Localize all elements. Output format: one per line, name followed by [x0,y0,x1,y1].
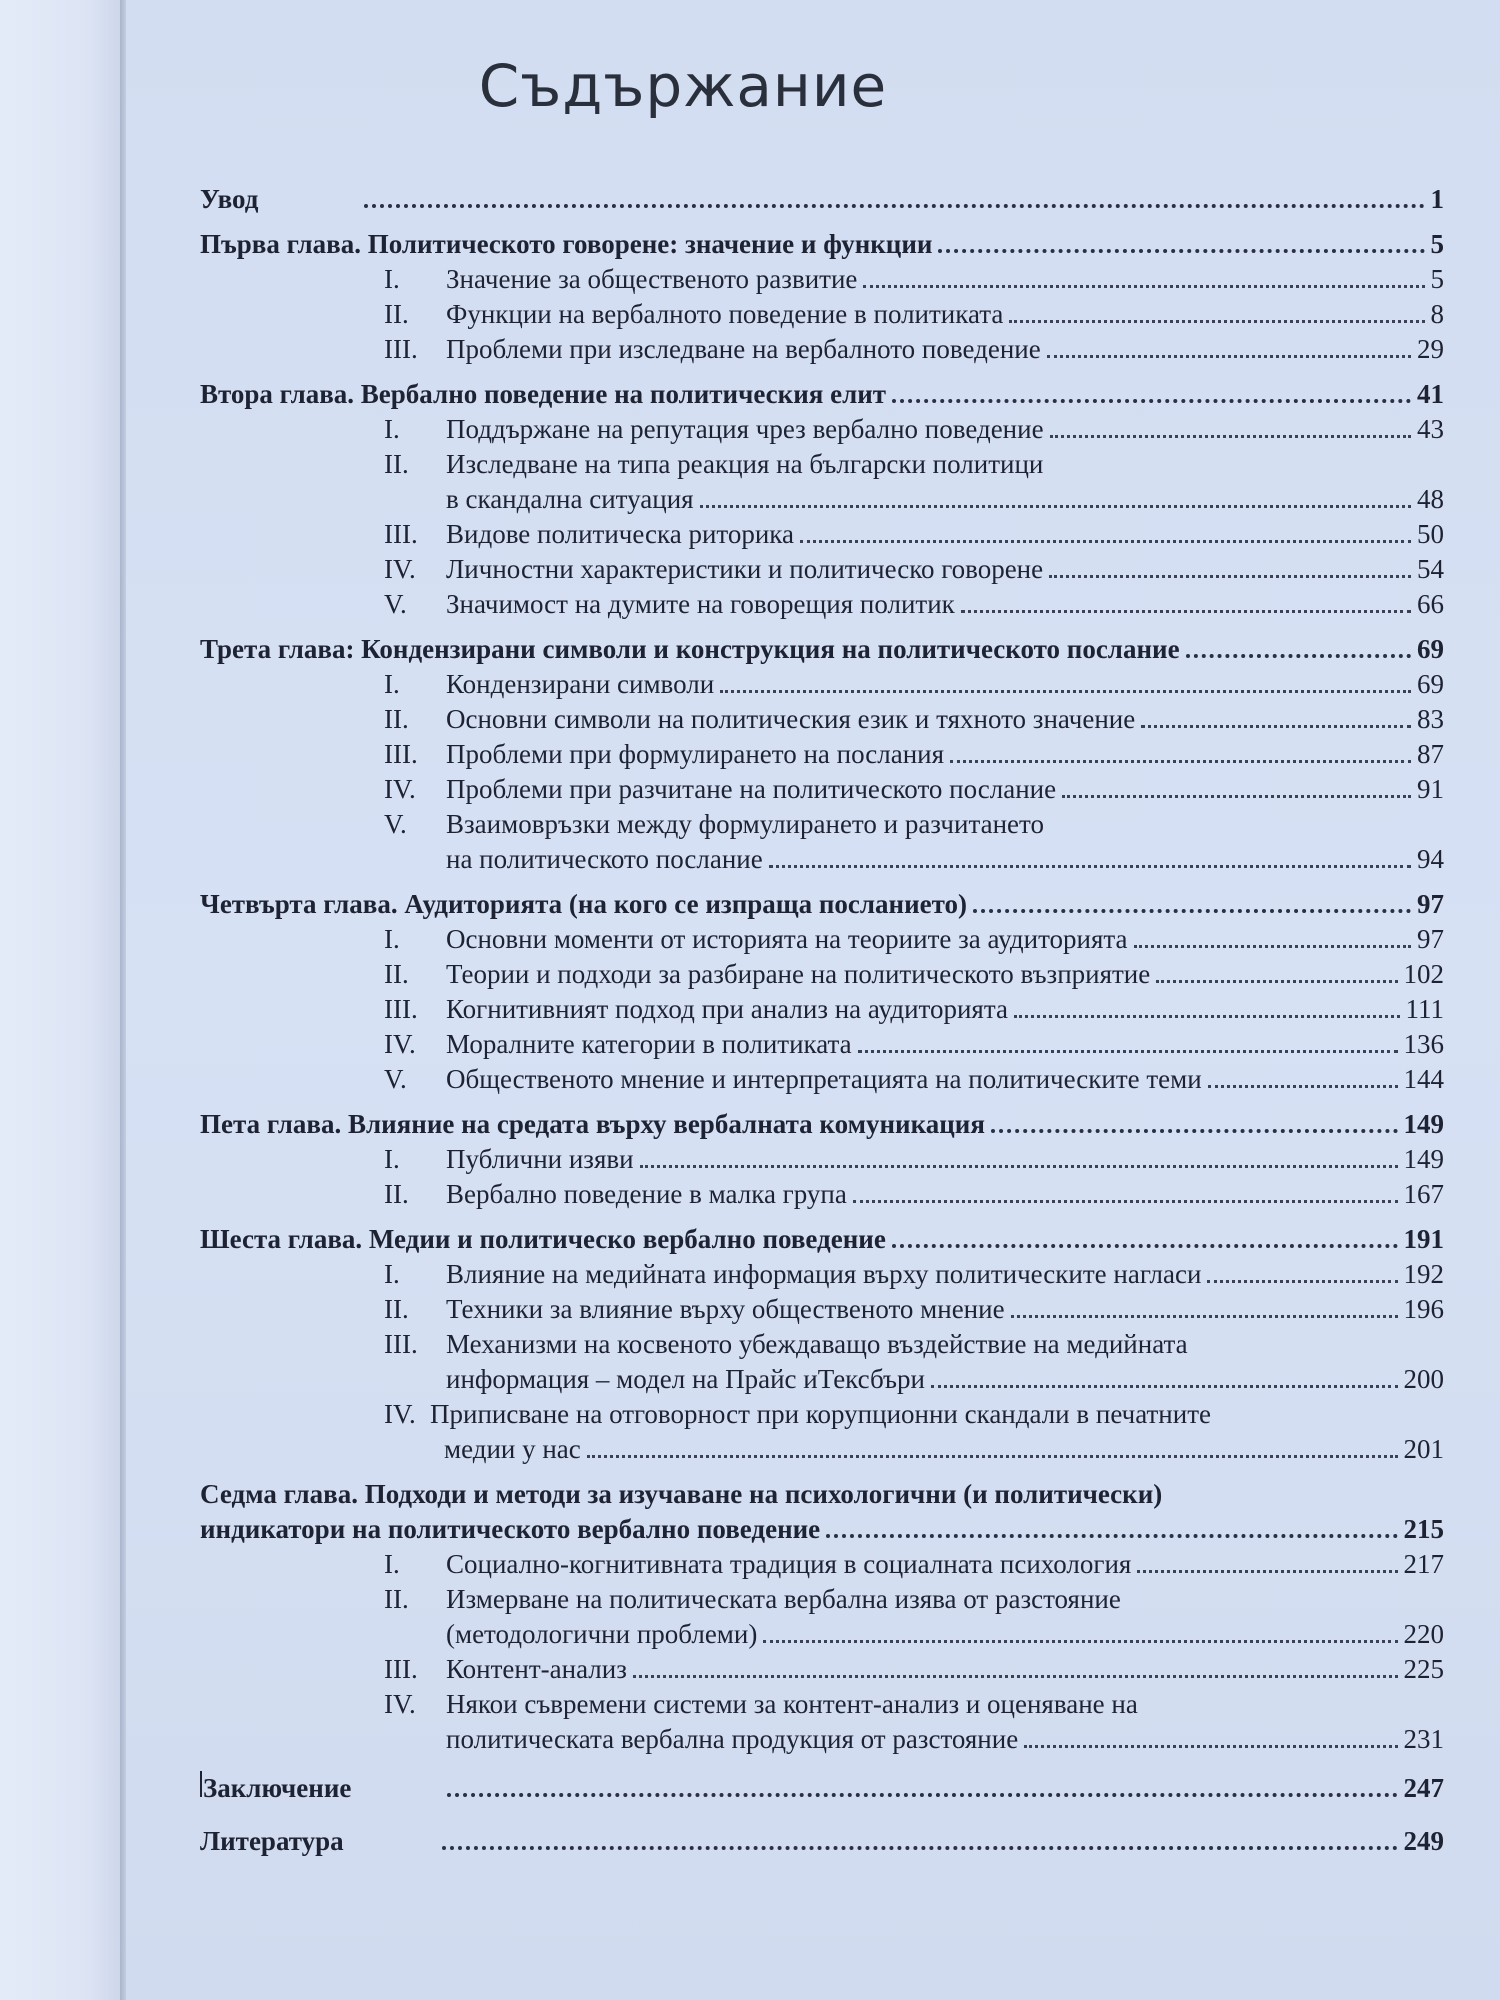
toc-section[interactable] [200,1062,1444,1097]
section-numeral: I. [384,924,400,954]
toc-section[interactable] [200,552,1444,587]
section-title-line2: в скандална ситуация [446,484,694,514]
section-title: Изследване на типа реакция на български политици [446,449,1044,479]
entry-label: Шеста глава. Медии и политическо вербално поведение [200,1224,886,1254]
section-numeral: III. [384,1654,418,1684]
section-numeral: IV. [384,1399,416,1429]
section-title: Общественото мнение и интерпретацията на политическите теми [446,1064,1202,1094]
dot-leader [1024,1745,1397,1748]
page-number: 5 [1430,229,1444,259]
toc-section-continuation[interactable] [200,1617,1444,1652]
section-numeral: III. [384,739,418,769]
dot-leader [1137,1570,1397,1573]
dot-leader [633,1675,1398,1678]
page-number: 102 [1403,959,1444,989]
section-numeral: IV. [384,554,416,584]
toc-entry-intro[interactable] [200,182,1444,217]
section-title: Проблеми при разчитане на политическото послание [446,774,1057,804]
section-title: Механизми на косвеното убеждаващо въздействие на медийната [446,1329,1188,1359]
dot-leader [1134,945,1411,948]
entry-label-line2: индикатори на политическото вербално поведение [200,1514,821,1544]
section-numeral: V. [384,589,407,619]
toc-section[interactable] [200,517,1444,552]
page-number: 97 [1417,889,1444,919]
section-numeral: II. [384,959,409,989]
section-title: Публични изяви [446,1144,634,1174]
toc-section[interactable] [200,1142,1444,1177]
dot-leader [1049,575,1411,578]
dot-leader [1186,654,1411,658]
dot-leader [1062,795,1411,798]
page-number: 94 [1417,844,1444,874]
toc-section[interactable] [200,1652,1444,1687]
section-title: Приписване на отговорност при корупционни скандали в печатните [430,1399,1211,1429]
section-numeral: IV. [384,1689,416,1719]
section-numeral: III. [384,334,418,364]
section-title: Видове политическа риторика [446,519,794,549]
page-title: Съдържание [478,52,888,120]
dot-leader [447,1793,1397,1797]
page-number: 43 [1417,414,1444,444]
page-number: 217 [1403,1549,1444,1579]
dot-leader [892,1244,1398,1248]
toc-page [126,0,1500,2000]
toc-section[interactable] [200,1397,1444,1432]
toc-section[interactable] [200,1582,1444,1617]
entry-label: Увод [200,184,259,214]
page-number: 220 [1403,1619,1444,1649]
section-title: Някои съвремени системи за контент-анализ и оценяване на [446,1689,1138,1719]
section-title: Моралните категории в политиката [446,1029,852,1059]
toc-section[interactable] [200,737,1444,772]
dot-leader [991,1129,1398,1133]
toc-entry-chapter-7[interactable] [200,1477,1444,1512]
section-title-line2: (методологични проблеми) [446,1619,758,1649]
section-title-line2: политическата вербална продукция от разстояние [446,1724,1019,1754]
section-title: Когнитивният подход при анализ на аудиторията [446,994,1008,1024]
section-title: Контент-анализ [446,1654,627,1684]
page-number: 83 [1417,704,1444,734]
dot-leader [769,865,1411,868]
dot-leader [931,1385,1398,1388]
toc-section[interactable] [200,1327,1444,1362]
dot-leader [1009,320,1424,323]
dot-leader [973,909,1411,913]
section-numeral: II. [384,1179,409,1209]
toc-entry-chapter-2[interactable] [200,377,1444,412]
toc-section[interactable] [200,587,1444,622]
page-number: 97 [1417,924,1444,954]
section-title: Теории и подходи за разбиране на политическото възприятие [446,959,1151,989]
page-number: 249 [1403,1826,1444,1856]
toc-section[interactable] [200,297,1444,332]
dot-leader [800,540,1411,543]
toc-section[interactable] [200,1257,1444,1292]
toc-section[interactable] [200,992,1444,1027]
toc-entry-conclusion[interactable] [200,1771,1444,1806]
section-numeral: II. [384,704,409,734]
entry-label: Първа глава. Политическото говорене: значение и функции [200,229,933,259]
section-numeral: II. [384,449,409,479]
margin-mark [200,1771,202,1797]
toc-section[interactable] [200,1687,1444,1722]
dot-leader [1141,725,1411,728]
toc-section[interactable] [200,922,1444,957]
section-title: Проблеми при изследване на вербалното поведение [446,334,1041,364]
section-numeral: IV. [384,1029,416,1059]
section-numeral: III. [384,519,418,549]
toc-section[interactable] [200,262,1444,297]
toc-section[interactable] [200,957,1444,992]
page-number: 167 [1403,1179,1444,1209]
page-number: 50 [1417,519,1444,549]
dot-leader [720,690,1411,693]
dot-leader [1011,1315,1398,1318]
dot-leader [892,399,1411,403]
page-number: 215 [1403,1514,1444,1544]
toc-entry-references[interactable] [200,1824,1444,1859]
page-number: 69 [1417,669,1444,699]
entry-label: Четвърта глава. Аудиторията (на кого се изпраща посланието) [200,889,968,919]
entry-label: Литература [200,1826,344,1856]
toc-section[interactable] [200,447,1444,482]
page-number: 54 [1417,554,1444,584]
page-number: 91 [1417,774,1444,804]
page-number: 144 [1403,1064,1444,1094]
toc-section[interactable] [200,807,1444,842]
section-title: Основни моменти от историята на теориите за аудиторията [446,924,1128,954]
entry-label: Седма глава. Подходи и методи за изучаване на психологични (и политически) [200,1479,1163,1509]
section-title: Значение за общественото развитие [446,264,858,294]
section-numeral: III. [384,1329,418,1359]
toc-section[interactable] [200,702,1444,737]
table-of-contents [200,182,1444,1859]
page-number: 87 [1417,739,1444,769]
toc-section[interactable] [200,772,1444,807]
page-number: 196 [1403,1294,1444,1324]
dot-leader [826,1534,1397,1538]
section-numeral: I. [384,1259,400,1289]
dot-leader [1208,1085,1398,1088]
section-numeral: V. [384,809,407,839]
toc-section-continuation[interactable] [200,842,1444,877]
section-title: Значимост на думите на говорещия политик [446,589,955,619]
section-title-line2: информация – модел на Прайс иТексбъри [446,1364,925,1394]
section-title: Основни символи на политическия език и тяхното значение [446,704,1136,734]
page-number: 5 [1430,264,1444,294]
section-numeral: I. [384,669,400,699]
dot-leader [763,1640,1397,1643]
section-numeral: IV. [384,774,416,804]
section-numeral: V. [384,1064,407,1094]
toc-section[interactable] [200,1292,1444,1327]
toc-section[interactable] [200,1177,1444,1212]
section-title-line2: на политическото послание [446,844,763,874]
page-number: 29 [1417,334,1444,364]
dot-leader [1014,1015,1400,1018]
page-number: 201 [1403,1434,1444,1464]
section-title: Функции на вербалното поведение в политиката [446,299,1004,329]
section-title-line2: медии у нас [444,1434,581,1464]
page-number: 1 [1430,184,1444,214]
entry-label: Пета глава. Влияние на средата върху вербалната комуникация [200,1109,985,1139]
section-title: Измерване на политическата вербална изява от разстояние [446,1584,1121,1614]
section-numeral: II. [384,1584,409,1614]
entry-label: Втора глава. Вербално поведение на политическия елит [200,379,887,409]
dot-leader [853,1200,1398,1203]
page-number: 191 [1403,1224,1444,1254]
page-number: 66 [1417,589,1444,619]
section-numeral: II. [384,1294,409,1324]
section-title: Личностни характеристики и политическо говорене [446,554,1044,584]
toc-entry-chapter-6[interactable] [200,1222,1444,1257]
dot-leader [1050,435,1411,438]
section-title: Поддържане на репутация чрез вербално поведение [446,414,1044,444]
toc-section-continuation[interactable] [200,1722,1444,1757]
page-number: 149 [1403,1144,1444,1174]
toc-section-continuation[interactable] [200,1432,1444,1467]
page-number: 192 [1403,1259,1444,1289]
toc-section[interactable] [200,332,1444,367]
section-numeral: I. [384,1549,400,1579]
section-title: Вербално поведение в малка група [446,1179,847,1209]
section-title: Социално-когнитивната традиция в социалната психология [446,1549,1132,1579]
dot-leader [640,1165,1398,1168]
section-numeral: I. [384,264,400,294]
dot-leader [364,204,1424,208]
dot-leader [1047,355,1411,358]
entry-label: Трета глава: Кондензирани символи и конструкция на политическото послание [200,634,1180,664]
dot-leader [938,249,1424,253]
dot-leader [587,1455,1398,1458]
page-number: 200 [1403,1364,1444,1394]
section-title: Техники за влияние върху общественото мнение [446,1294,1005,1324]
dot-leader [700,505,1411,508]
section-numeral: III. [384,994,418,1024]
toc-entry-chapter-7-continuation[interactable] [200,1512,1444,1547]
page-number: 225 [1403,1654,1444,1684]
page-number: 149 [1403,1109,1444,1139]
toc-section[interactable] [200,1027,1444,1062]
dot-leader [858,1050,1398,1053]
section-numeral: I. [384,414,400,444]
toc-entry-chapter-3[interactable] [200,632,1444,667]
page-number: 231 [1403,1724,1444,1754]
page-number: 41 [1417,379,1444,409]
dot-leader [950,760,1411,763]
entry-label: Заключение [203,1773,352,1803]
toc-entry-chapter-1[interactable] [200,227,1444,262]
page-number: 247 [1403,1773,1444,1803]
dot-leader [863,285,1424,288]
page-number: 48 [1417,484,1444,514]
section-title: Проблеми при формулирането на послания [446,739,945,769]
dot-leader [961,610,1411,613]
toc-section[interactable] [200,412,1444,447]
toc-entry-chapter-5[interactable] [200,1107,1444,1142]
page-number: 111 [1405,994,1444,1024]
section-numeral: I. [384,1144,400,1174]
dot-leader [1156,980,1397,983]
page-number: 136 [1403,1029,1444,1059]
toc-section-continuation[interactable] [200,482,1444,517]
section-title: Взаимовръзки между формулирането и разчитането [446,809,1044,839]
page-number: 69 [1417,634,1444,664]
page-number: 8 [1430,299,1444,329]
dot-leader [1207,1280,1397,1283]
dot-leader [442,1846,1398,1850]
section-title: Влияние на медийната информация върху политическите нагласи [446,1259,1202,1289]
toc-section[interactable] [200,667,1444,702]
section-title: Кондензирани символи [446,669,715,699]
toc-section[interactable] [200,1547,1444,1582]
toc-entry-chapter-4[interactable] [200,887,1444,922]
previous-page-edge [0,0,122,2000]
section-numeral: II. [384,299,409,329]
toc-section-continuation[interactable] [200,1362,1444,1397]
